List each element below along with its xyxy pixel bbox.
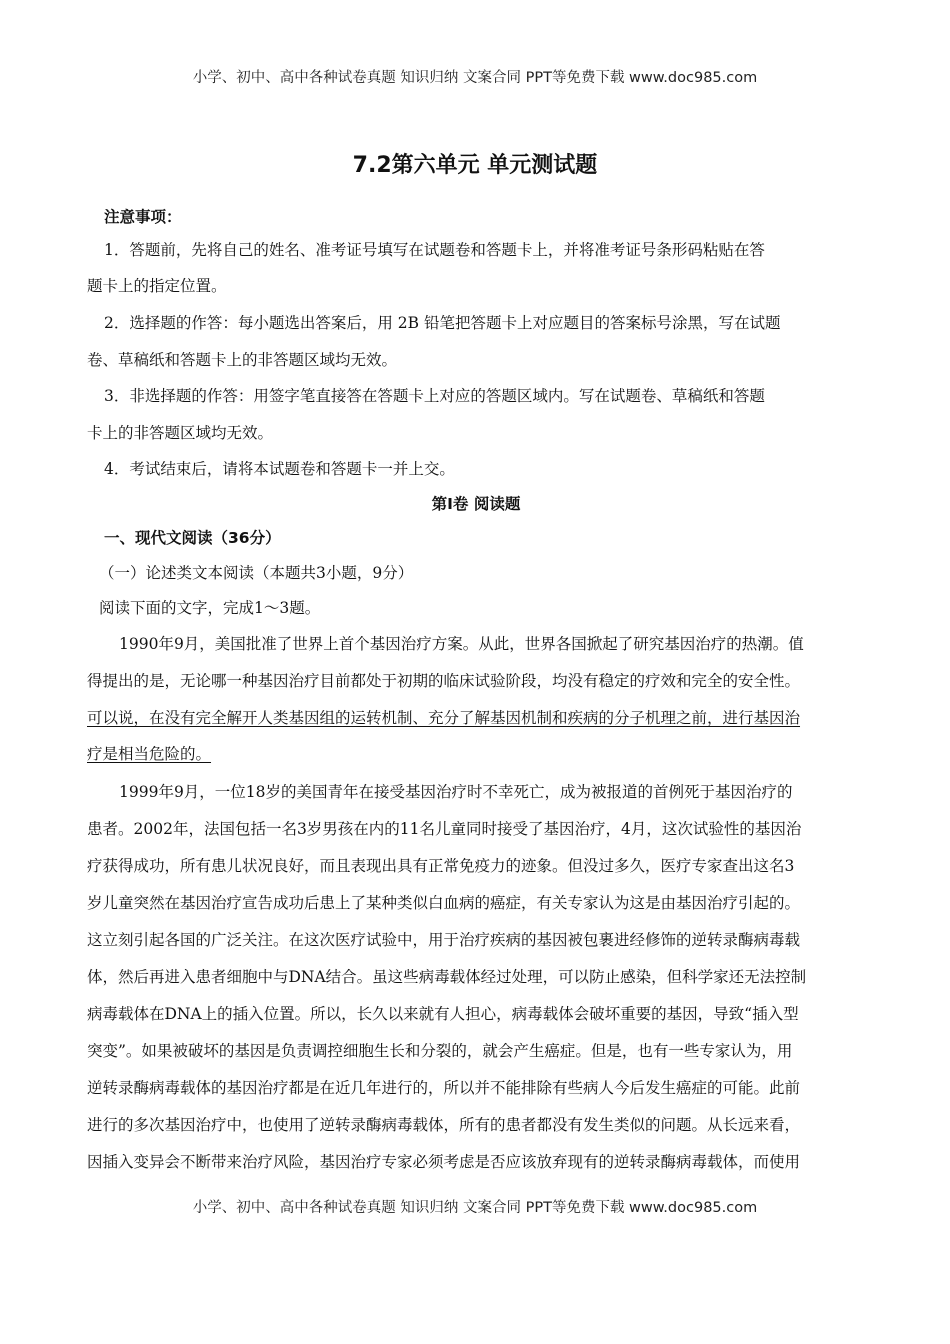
paragraph-2-line: 1999年9月，一位18岁的美国青年在接受基因治疗时不幸死亡，成为被报道的首例死于基因治疗的 bbox=[119, 783, 793, 801]
reading-instruction: 阅读下面的文字，完成1～3题。 bbox=[99, 599, 321, 617]
notice-heading: 注意事项： bbox=[104, 208, 182, 226]
notice-item-3-cont: 卡上的非答题区域均无效。 bbox=[87, 424, 274, 442]
notice-item-2-cont: 卷、草稿纸和答题卡上的非答题区域均无效。 bbox=[87, 351, 398, 369]
paragraph-2-line: 岁儿童突然在基因治疗宣告成功后患上了某种类似白血病的癌症，有关专家认为这是由基因治疗引起的。 bbox=[87, 894, 801, 912]
underlined-sentence: 可以说，在没有完全解开人类基因组的运转机制、充分了解基因机制和疾病的分子机理之前，进行基因治 bbox=[87, 709, 801, 727]
paragraph-2-line: 体，然后再进入患者细胞中与DNA结合。虽这些病毒载体经过处理，可以防止感染，但科学家还无法控制 bbox=[87, 968, 807, 986]
part-title: 第Ⅰ卷 阅读题 bbox=[431, 495, 521, 513]
page-title: 7.2第六单元 单元测试题 bbox=[352, 153, 598, 178]
paragraph-2-line: 逆转录酶病毒载体的基因治疗都是在近几年进行的，所以并不能排除有些病人今后发生癌症的可能。此前 bbox=[87, 1079, 801, 1097]
paragraph-1-line: 1990年9月，美国批准了世界上首个基因治疗方案。从此，世界各国掀起了研究基因治疗的热潮。值 bbox=[119, 635, 804, 653]
notice-item-1-cont: 题卡上的指定位置。 bbox=[87, 277, 227, 295]
paragraph-2-line: 突变”。如果被破坏的基因是负责调控细胞生长和分裂的，就会产生癌症。但是，也有一些专家认为，用 bbox=[87, 1042, 793, 1060]
notice-item-3: 3．非选择题的作答：用签字笔直接答在答题卡上对应的答题区域内。写在试题卷、草稿纸和答题 bbox=[104, 387, 765, 405]
notice-item-4: 4．考试结束后，请将本试题卷和答题卡一并上交。 bbox=[104, 460, 455, 478]
paragraph-2-line: 因插入变异会不断带来治疗风险，基因治疗专家必须考虑是否应该放弃现有的逆转录酶病毒载体，而使用 bbox=[87, 1153, 801, 1171]
paragraph-2-line: 进行的多次基因治疗中，也使用了逆转录酶病毒载体，所有的患者都没有发生类似的问题。从长远来看， bbox=[87, 1116, 801, 1134]
subsection-heading: （一）论述类文本阅读（本题共3小题，9分） bbox=[99, 564, 414, 582]
section-heading: 一、现代文阅读（36分） bbox=[104, 529, 281, 547]
paragraph-2-line: 病毒载体在DNA上的插入位置。所以，长久以来就有人担心，病毒载体会破坏重要的基因，导致“插入型 bbox=[87, 1005, 799, 1023]
paragraph-2-line: 疗获得成功，所有患儿状况良好，而且表现出具有正常免疫力的迹象。但没过多久，医疗专家查出这名3 bbox=[87, 857, 795, 875]
header-banner: 小学、初中、高中各种试卷真题 知识归纳 文案合同 PPT等免费下载 www.doc985.com bbox=[192, 70, 758, 86]
underlined-sentence: 疗是相当危险的。 bbox=[87, 745, 212, 763]
footer-banner: 小学、初中、高中各种试卷真题 知识归纳 文案合同 PPT等免费下载 www.doc985.com bbox=[192, 1200, 758, 1216]
notice-item-1: 1．答题前，先将自己的姓名、准考证号填写在试题卷和答题卡上，并将准考证号条形码粘贴在答 bbox=[104, 241, 765, 259]
paragraph-2-line: 患者。2002年，法国包括一名3岁男孩在内的11名儿童同时接受了基因治疗，4月，这次试验性的基因治 bbox=[87, 820, 802, 838]
paragraph-1-line: 得提出的是，无论哪一种基因治疗目前都处于初期的临床试验阶段，均没有稳定的疗效和完全的安全性。 bbox=[87, 672, 801, 690]
notice-item-2: 2．选择题的作答：每小题选出答案后，用 2B 铅笔把答题卡上对应题目的答案标号涂黑，写在试题 bbox=[104, 314, 781, 332]
paragraph-2-line: 这立刻引起各国的广泛关注。在这次医疗试验中，用于治疗疾病的基因被包裹进经修饰的逆转录酶病毒载 bbox=[87, 931, 801, 949]
